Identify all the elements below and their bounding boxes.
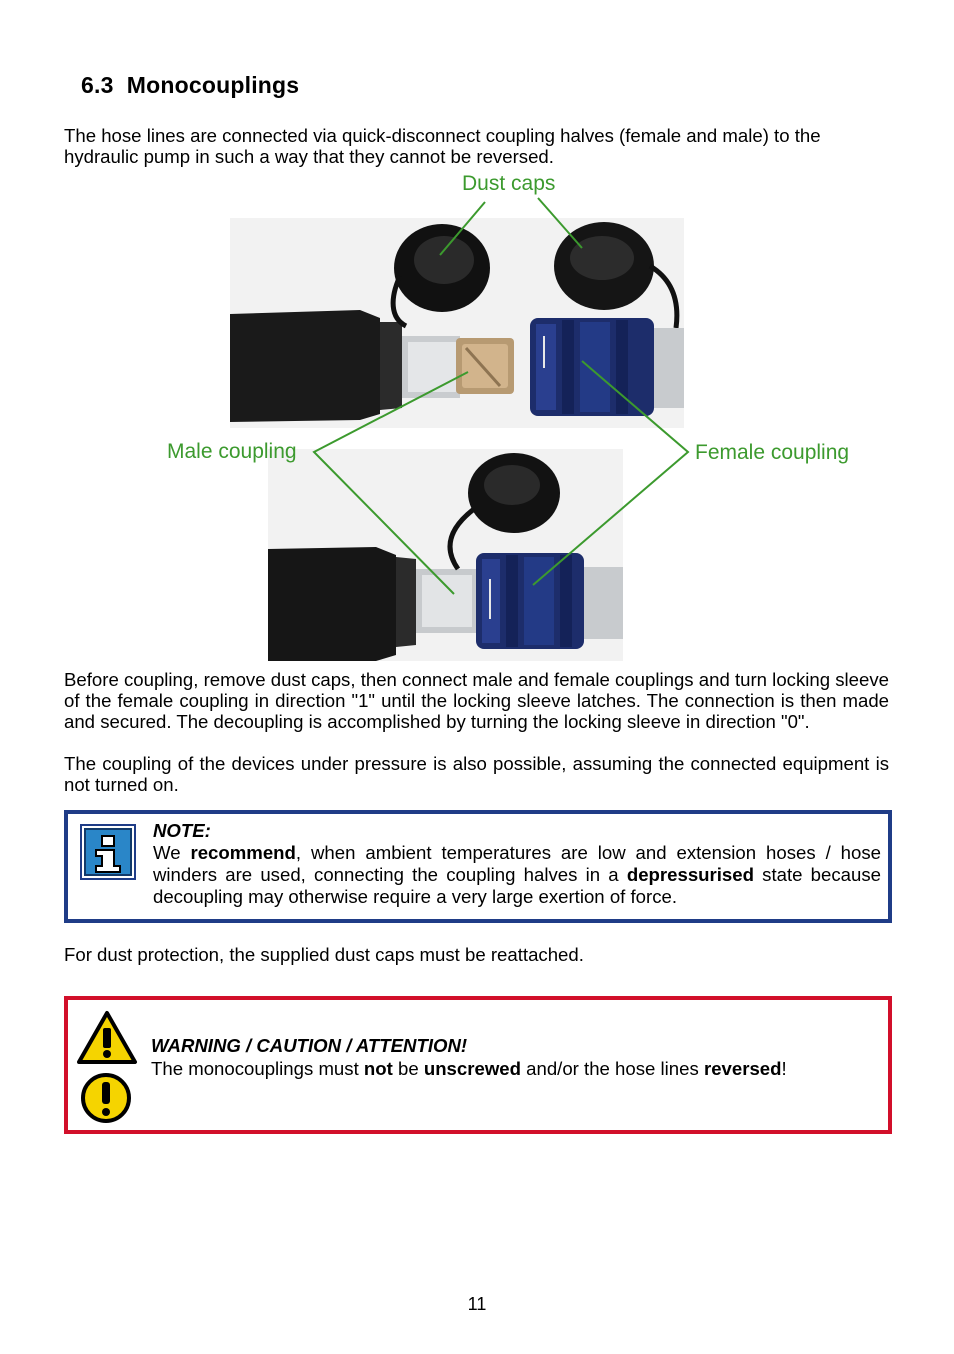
note-bold-depressurised: depressurised [626, 864, 754, 885]
intro-paragraph: The hose lines are connected via quick-disconnect coupling halves (female and male) to the hydraulic pump in such a way that they cannot be reversed. [64, 125, 821, 167]
exclamation-circle-icon [80, 1072, 132, 1124]
warning-triangle-icon [76, 1010, 138, 1066]
warning-bold-unscrewed: unscrewed [423, 1058, 521, 1079]
note-box [64, 810, 892, 923]
female-coupling-label: Female coupling [695, 441, 850, 464]
warning-box [64, 996, 892, 1134]
male-coupling-label: Male coupling [167, 440, 297, 463]
note-text-3: state because decoupling may otherwise require a very large exertion of force. [153, 864, 881, 907]
note-text-2: , when ambient temperatures are low and extension hoses / hose winders are used, connecting the coupling halves in a [153, 842, 881, 885]
warning-heading: WARNING / CAUTION / ATTENTION! [151, 1035, 468, 1056]
note-bold-recommend: recommend [190, 842, 296, 863]
warning-text-2: be [392, 1058, 424, 1079]
warning-text-4: ! [781, 1058, 787, 1079]
note-body [153, 842, 881, 908]
dust-protection-paragraph: For dust protection, the supplied dust caps must be reattached. [64, 944, 584, 965]
page-number: 11 [467, 1294, 487, 1314]
note-heading: NOTE: [153, 820, 211, 841]
note-text-1: We [153, 842, 191, 863]
warning-text-1: The monocouplings must [151, 1058, 364, 1079]
warning-text-3: and/or the hose lines [520, 1058, 704, 1079]
instructions-paragraph: Before coupling, remove dust caps, then connect male and female couplings and turn locking sleeve of the female coupling in direction "1" until the locking sleeve latches. The connection is then made and secured. The decoupling is accomplished by turning the locking sleeve in direction "0". [64, 669, 889, 732]
pressure-paragraph: The coupling of the devices under pressure is also possible, assuming the connected equipment is not turned on. [64, 753, 889, 795]
section-title: Monocouplings [126, 72, 300, 98]
warning-body [151, 1058, 879, 1080]
warning-bold-not: not [363, 1058, 393, 1079]
dust-caps-label: Dust caps [462, 172, 556, 195]
info-icon [80, 824, 136, 880]
warning-bold-reversed: reversed [703, 1058, 782, 1079]
section-number: 6.3 [81, 72, 114, 98]
